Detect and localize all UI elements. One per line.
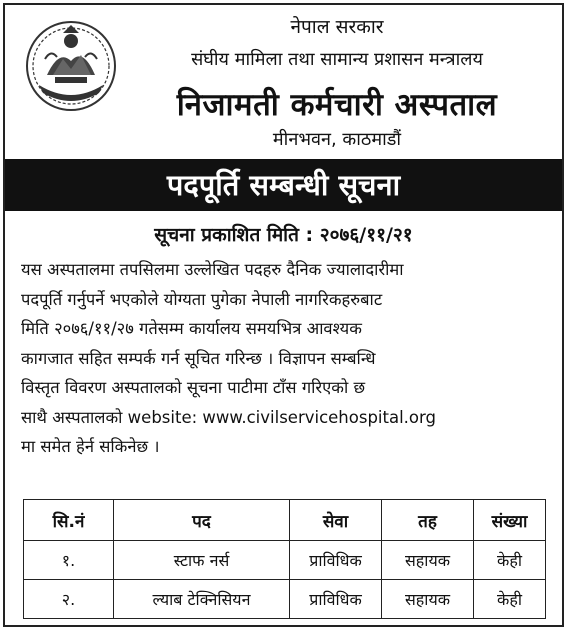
notice-document — [3, 3, 564, 627]
table-row — [24, 580, 546, 619]
cell-serial: १. — [24, 541, 114, 580]
body-line: विस्तृत विवरण अस्पतालको सूचना पाटीमा टाँस गरिएको छ — [21, 378, 366, 397]
vacancy-table — [23, 499, 546, 619]
cell-post: स्टाफ नर्स — [114, 541, 290, 580]
table-header-row — [24, 500, 546, 541]
cell-level: सहायक — [382, 541, 474, 580]
column-header-count: संख्या — [474, 500, 546, 541]
notice-header — [5, 5, 562, 157]
body-line: पदपूर्ति गर्नुपर्ने भएकोले योग्यता पुगेका नेपाली नागरिकहरुबाट — [21, 289, 383, 309]
body-line: मिति २०७६/११/२७ गतेसम्म कार्यालय समयभित्र आवश्यक — [21, 319, 362, 338]
cell-count: केही — [474, 580, 546, 619]
cell-serial: २. — [24, 580, 114, 619]
cell-post: ल्याब टेक्निसियन — [114, 580, 290, 619]
hospital-name: निजामती कर्मचारी अस्पताल — [176, 87, 498, 123]
notice-body — [21, 255, 553, 462]
cell-count: केही — [474, 541, 546, 580]
hospital-address: मीनभवन, काठमाडौं — [272, 129, 402, 150]
body-line: कागजात सहित सम्पर्क गर्न सूचित गरिन्छ । विज्ञापन सम्बन्धि — [21, 348, 376, 368]
government-name: नेपाल सरकार — [290, 16, 384, 38]
table-row — [24, 541, 546, 580]
nepal-government-emblem-icon — [25, 19, 117, 113]
column-header-post: पद — [114, 500, 290, 541]
cell-service: प्राविधिक — [290, 541, 382, 580]
column-header-level: तह — [382, 500, 474, 541]
column-header-serial: सि.नं — [24, 500, 114, 541]
column-header-service: सेवा — [290, 500, 382, 541]
ministry-name: संघीय मामिला तथा सामान्य प्रशासन मन्त्रालय — [191, 49, 483, 70]
cell-service: प्राविधिक — [290, 580, 382, 619]
body-line-website: साथै अस्पतालको website: www.civilservicehospital.org — [21, 407, 436, 427]
notice-title-banner: पदपूर्ति सम्बन्धी सूचना — [5, 159, 562, 211]
cell-level: सहायक — [382, 580, 474, 619]
body-line: मा समेत हेर्न सकिनेछ । — [21, 437, 160, 456]
body-line: यस अस्पतालमा तपसिलमा उल्लेखित पदहरु दैनिक ज्यालादारीमा — [21, 260, 404, 279]
publication-date: सूचना प्रकाशित मिति : २०७६/११/२१ — [154, 224, 413, 246]
